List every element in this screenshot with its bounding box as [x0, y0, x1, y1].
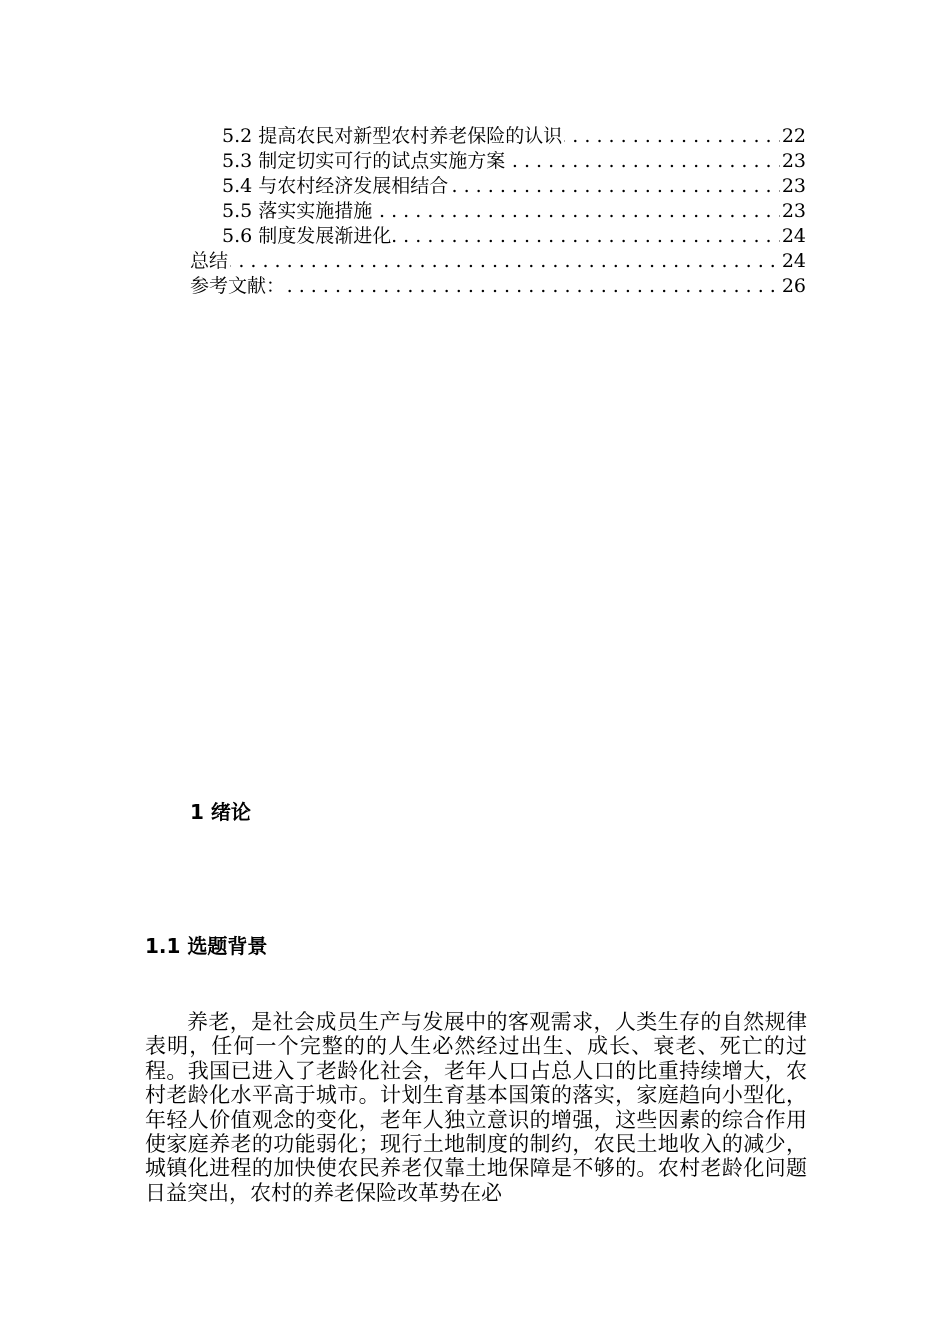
- toc-entry-summary[interactable]: [0, 249, 950, 274]
- toc-entry-page: 24: [781, 250, 806, 272]
- toc-entry-label: 5.2 提高农民对新型农村养老保险的认识: [222, 125, 563, 147]
- toc-entry-page: 26: [781, 275, 806, 297]
- toc-entry-5-4[interactable]: [0, 174, 950, 199]
- body-paragraph: 养老，是社会成员生产与发展中的客观需求，人类生存的自然规律表明，任何一个完整的的人生必然经过出生、成长、衰老、死亡的过程。我国已进入了老龄化社会，老年人口占总人口的比重持续增大，农村老龄化水平高于城市。计划生育基本国策的落实，家庭趋向小型化，年轻人价值观念的变化，老年人独立意识的增强，这些因素的综合作用使家庭养老的功能弱化；现行土地制度的制约，农民土地收入的减少，城镇化进程的加快使农民养老仅靠土地保障是不够的。农村老龄化问题日益突出，农村的养老保险改革势在必: [145, 1010, 807, 1205]
- toc-entry-page: 23: [781, 175, 806, 197]
- toc-entry-5-6[interactable]: [0, 224, 950, 249]
- section-heading: 1.1 选题背景: [145, 934, 268, 958]
- toc-entry-5-3[interactable]: [0, 149, 950, 174]
- toc-entry-page: 23: [781, 200, 806, 222]
- toc-entry-label: 5.5 落实实施措施: [222, 200, 373, 222]
- toc-entry-references[interactable]: [0, 274, 950, 299]
- toc-entry-page: 24: [781, 225, 806, 247]
- toc-entry-label: 参考文献：: [190, 275, 286, 297]
- toc-entry-label: 5.3 制定切实可行的试点实施方案: [222, 150, 506, 172]
- toc-entry-5-2[interactable]: [0, 124, 950, 149]
- chapter-heading: 1 绪论: [190, 800, 251, 824]
- toc-entry-label: 总结: [190, 250, 229, 272]
- toc-entry-page: 23: [781, 150, 806, 172]
- toc-entry-page: 22: [781, 125, 806, 147]
- toc-entry-5-5[interactable]: [0, 199, 950, 224]
- toc-entry-label: 5.4 与农村经济发展相结合: [222, 175, 449, 197]
- toc-entry-label: 5.6 制度发展渐进化: [222, 225, 392, 247]
